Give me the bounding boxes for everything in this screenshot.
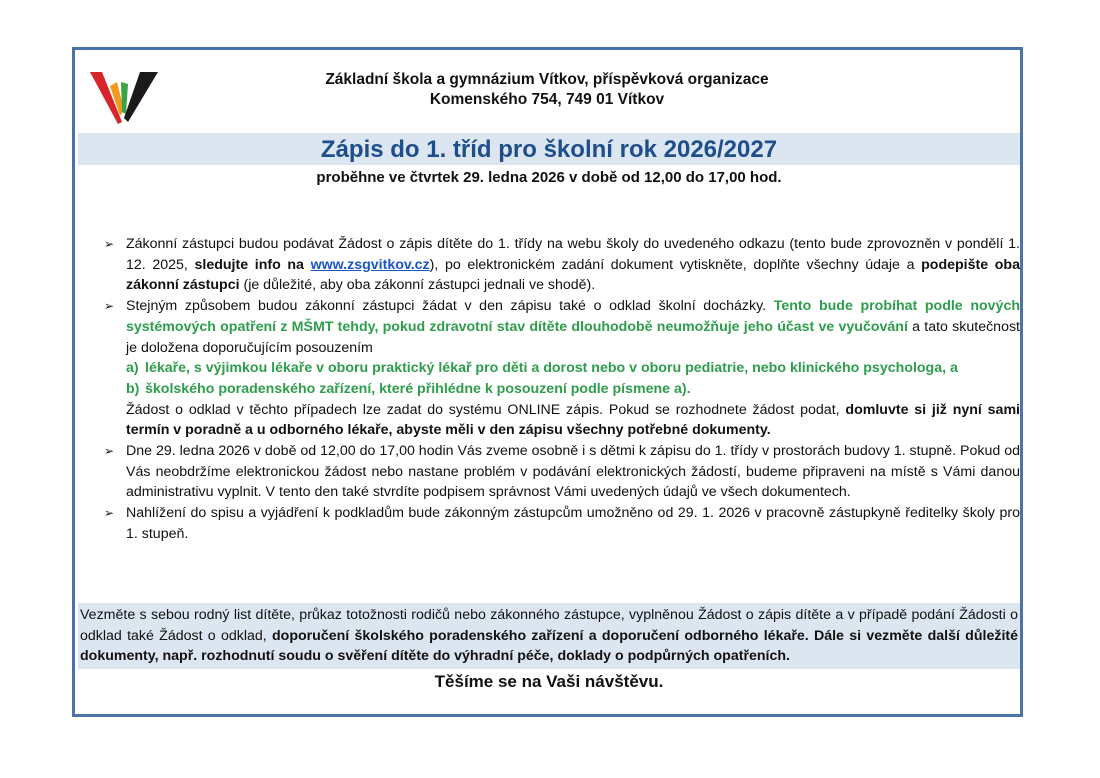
school-address: Komenského 754, 749 01 Vítkov bbox=[429, 91, 665, 108]
logo-black-wing bbox=[124, 72, 158, 122]
arrow-bullet-icon: ➢ bbox=[104, 444, 115, 459]
event-subtitle: proběhne ve čtvrtek 29. ledna 2026 v době od 12,00 do 17,00 hod. bbox=[316, 169, 782, 186]
arrow-bullet-icon: ➢ bbox=[104, 299, 115, 314]
arrow-bullet-icon: ➢ bbox=[104, 237, 115, 251]
sub-item-a: a) lékaře, s výjimkou lékaře v oboru praktický lékař pro děti a dorost nebo v oboru pediatrie, nebo klinického psychologa, a bbox=[126, 360, 958, 377]
school-header bbox=[170, 70, 924, 110]
school-logo bbox=[88, 68, 160, 126]
sub-item-b: b) školského poradenského zařízení, které přihlédne k posouzení podle písmene a). bbox=[126, 380, 691, 397]
documents-note: Vezměte s sebou rodný list dítěte, průkaz totožnosti rodičů nebo zákonného zástupce, vyplněnou Žádost o zápis dítěte a v případě podání Žádosti o odklad také Žádost o odklad, doporučení školského poradenského zařízení a doporučení odborného lékaře. Dále si vezměte další důležité dokumenty, např. rozhodnutí soudu o svěření dítěte do výhradní péče, doklady o podpůrných opatřeních. bbox=[80, 607, 1018, 664]
info-list bbox=[104, 234, 1020, 545]
page-title: Zápis do 1. tříd pro školní rok 2026/2027 bbox=[320, 136, 778, 163]
logo-green-stripe bbox=[121, 82, 128, 114]
deferral-note: Žádost o odklad v těchto případech lze zadat do systému ONLINE zápis. Pokud se rozhodnete žádost podat, domluvte si již nyní sami termín v poradně a u odborného lékaře, abyste měli v den zápisu všechny potřebné dokumenty. bbox=[126, 401, 1021, 439]
list-item-file-inspection: ➢ Nahlížení do spisu a vyjádření k podkladům bude zákonným zástupcům umožněno od 29. 1. 2026 v pracovně zástupkyně ředitelky školy pro 1. stupeň. bbox=[104, 505, 1020, 542]
list-item-deferral: ➢ Stejným způsobem budou zákonní zástupci žádat v den zápisu také o odklad školní docházky. Tento bude probíhat podle nových systémových opatření z MŠMT tehdy, pokud zdravotní stav dítěte dlouhodobě neumožňuje jeho účast ve vyučování a tato skutečnost je doložena doporučujícím posouzením a) lékaře, s výjimkou lékaře v oboru praktický lékař pro děti a dorost nebo v oboru pediatrie, nebo klinického psychologa, a b) školského poradenského zařízení, které přihlédne k posouzení podle písmene a). Žádost o odklad v těchto případech lze zadat do systému ONLINE zápis. Pokud se rozhodnete žádost podat, domluvte si již nyní sami termín v poradně a u odborného lékaře, abyste měli v den zápisu všechny potřebné dokumenty. bbox=[104, 296, 1020, 441]
list-item-enrollment-day: ➢ Dne 29. ledna 2026 v době od 12,00 do 17,00 hodin Vás zveme osobně i s dětmi k zápisu do 1. třídy v prostorách budovy 1. stupně. Pokud od Vás neobdržíme elektronickou žádost nebo nastane problém v podávání elektronických žádostí, budeme připraveni na místě s Vámi danou administrativu vyplnit. V tento den také stvrdíte podpisem správnost Vámi uvedených údajů ve všech dokumentech. bbox=[104, 443, 1020, 501]
closing-line: Těšíme se na Vaši návštěvu. bbox=[434, 672, 664, 691]
list-item-online-application: ➢ Zákonní zástupci budou podávat Žádost o zápis dítěte do 1. třídy na webu školy do uvedeného odkazu (tento bude zprovozněn v pondělí 1. 12. 2025, sledujte info na www.zsgvitkov.cz), po elektronickém zadání dokument vytiskněte, doplňte všechny údaje a podepište oba zákonní zástupci (je důležité, aby oba zákonní zástupci jednali ve shodě). bbox=[104, 236, 1020, 294]
arrow-bullet-icon: ➢ bbox=[104, 506, 115, 521]
school-website-link[interactable]: www.zsgvitkov.cz bbox=[310, 256, 430, 273]
school-name: Základní škola a gymnázium Vítkov, příspěvková organizace bbox=[325, 71, 769, 88]
